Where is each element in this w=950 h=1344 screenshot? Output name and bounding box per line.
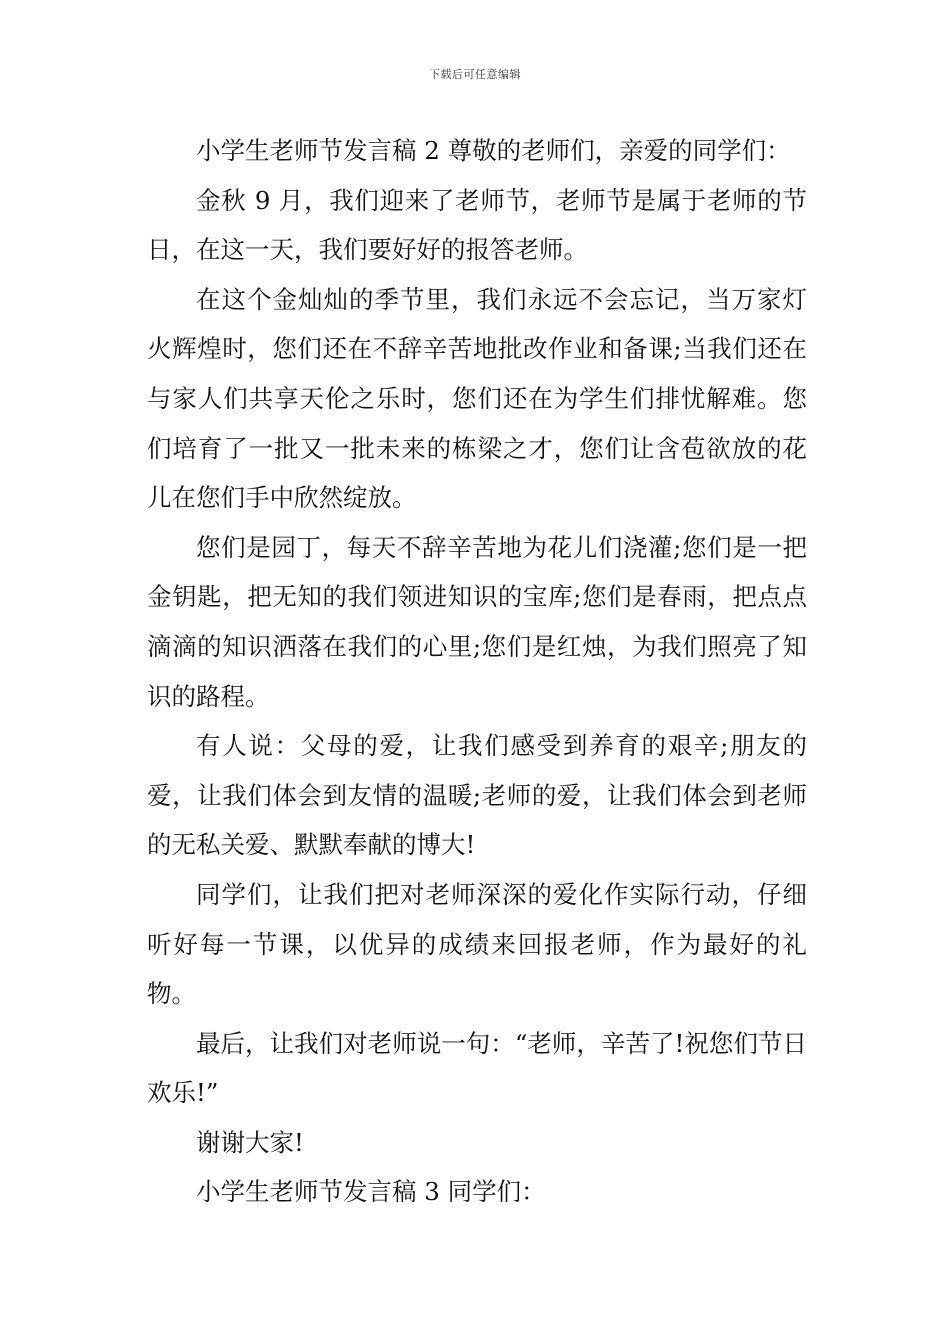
document-body: [147, 126, 807, 1217]
paragraph-teachers-day-intro: 金秋 9 月，我们迎来了老师节，老师节是属于老师的节日，在这一天，我们要好好的报答老师。: [147, 185, 807, 265]
paragraph-speech-2-title: 小学生老师节发言稿 2 尊敬的老师们，亲爱的同学们：: [196, 136, 791, 165]
paragraph-speech-3-title: 小学生老师节发言稿 3 同学们：: [196, 1177, 546, 1207]
paragraph-call-to-action: 同学们，让我们把对老师深深的爱化作实际行动，仔细听好每一节课，以优异的成绩来回报老师，作为最好的礼物。: [147, 879, 807, 1009]
page-header-note: 下载后可任意编辑: [429, 68, 521, 81]
paragraph-kinds-of-love: 有人说：父母的爱，让我们感受到养育的艰辛;朋友的爱，让我们体会到友情的温暖;老师的爱，让我们体会到老师的无私关爱、默默奉献的博大!: [147, 731, 807, 860]
paragraph-golden-season: 在这个金灿灿的季节里，我们永远不会忘记，当万家灯火辉煌时，您们还在不辞辛苦地批改作业和备课;当我们还在与家人们共享天伦之乐时，您们还在为学生们排忧解难。您们培育了一批又一批未来的栋梁之才，您们让含苞欲放的花儿在您们手中欣然绽放。: [147, 284, 807, 513]
paragraph-gardener-metaphor: 您们是园丁，每天不辞辛苦地为花儿们浇灌;您们是一把金钥匙，把无知的我们领进知识的宝库;您们是春雨，把点点滴滴的知识洒落在我们的心里;您们是红烛，为我们照亮了知识的路程。: [147, 532, 807, 711]
paragraph-closing-wish: 最后，让我们对老师说一句：“老师，辛苦了!祝您们节日欢乐!”: [147, 1028, 807, 1108]
paragraph-thanks: 谢谢大家!: [196, 1127, 304, 1157]
